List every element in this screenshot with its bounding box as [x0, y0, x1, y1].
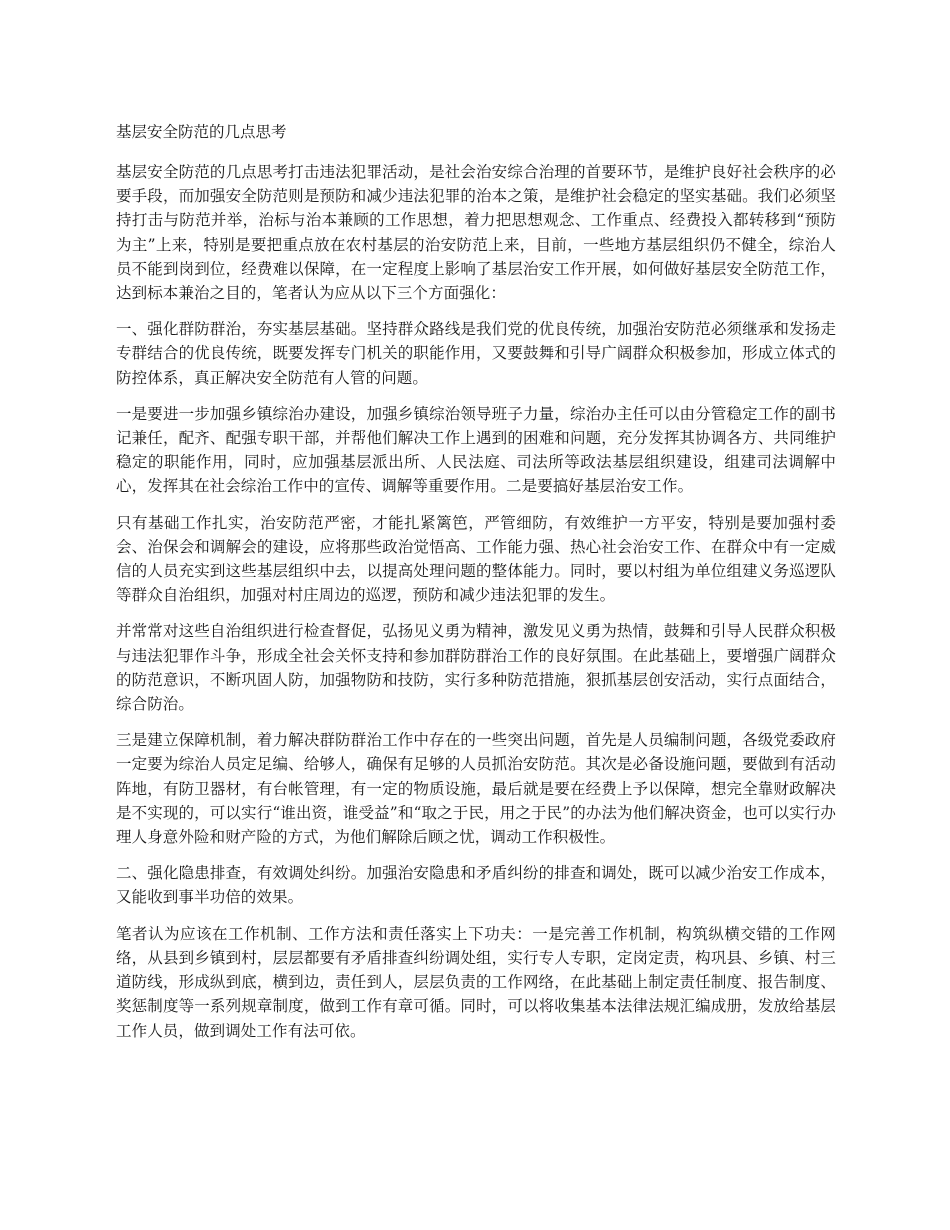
document-page: [116, 120, 836, 1055]
paragraph-section-1: 一、强化群防群治，夯实基层基础。坚持群众路线是我们党的优良传统，加强治安防范必须继承和发扬走专群结合的优良传统，既要发挥专门机关的职能作用，又要鼓舞和引导广阔群众积极参加，形成立体式的防控体系，真正解决安全防范有人管的问题。: [116, 320, 836, 387]
paragraph-point-3: 三是建立保障机制，着力解决群防群治工作中存在的一些突出问题，首先是人员编制问题，各级党委政府一定要为综治人员定足编、给够人，确保有足够的人员抓治安防范。其次是必备设施问题，要做到有活动阵地，有防卫器材，有台帐管理，有一定的物质设施，最后就是要在经费上予以保障，想完全靠财政解决是不实现的，可以实行“谁出资，谁受益”和“取之于民，用之于民”的办法为他们解决资金，也可以实行办理人身意外险和财产险的方式，为他们解除后顾之忧，调动工作积极性。: [116, 731, 836, 847]
paragraph-mechanism: 笔者认为应该在工作机制、工作方法和责任落实上下功夫：一是完善工作机制，构筑纵横交错的工作网络，从县到乡镇到村，层层都要有矛盾排查纠纷调处组，实行专人专职，定岗定责，构巩县、乡镇、村三道防线，形成纵到底，横到边，责任到人，层层负责的工作网络，在此基础上制定责任制度、报告制度、奖惩制度等一系列规章制度，做到工作有章可循。同时，可以将收集基本法律法规汇编成册，发放给基层工作人员，做到调处工作有法可依。: [116, 924, 836, 1040]
paragraph-intro: 基层安全防范的几点思考打击违法犯罪活动，是社会治安综合治理的首要环节，是维护良好社会秩序的必要手段，而加强安全防范则是预防和减少违法犯罪的治本之策，是维护社会稳定的坚实基础。我们必须坚持打击与防范并举，治标与治本兼顾的工作思想，着力把思想观念、工作重点、经费投入都转移到“预防为主”上来，特别是要把重点放在农村基层的治安防范上来，目前，一些地方基层组织仍不健全，综治人员不能到岗到位，经费难以保障，在一定程度上影响了基层治安工作开展，如何做好基层安全防范工作，达到标本兼治之目的，笔者认为应从以下三个方面强化：: [116, 163, 836, 303]
paragraph-foundation: 只有基础工作扎实，治安防范严密，才能扎紧篱笆，严管细防，有效维护一方平安，特别是要加强村委会、治保会和调解会的建设，应将那些政治觉悟高、工作能力强、热心社会治安工作、在群众中有一定威信的人员充实到这些基层组织中去，以提高处理问题的整体能力。同时，要以村组为单位组建义务巡逻队等群众自治组织，加强对村庄周边的巡逻，预防和减少违法犯罪的发生。: [116, 513, 836, 605]
document-title: 基层安全防范的几点思考: [116, 123, 287, 141]
paragraph-supervision: 并常常对这些自治组织进行检查督促，弘扬见义勇为精神，激发见义勇为热情，鼓舞和引导人民群众积极与违法犯罪作斗争，形成全社会关怀支持和参加群防群治工作的良好氛围。在此基础上，要增强广阔群众的防范意识，不断巩固人防，加强物防和技防，实行多种防范措施，狠抓基层创安活动，实行点面结合，综合防治。: [116, 622, 836, 714]
paragraph-section-2: 二、强化隐患排查，有效调处纠纷。加强治安隐患和矛盾纠纷的排查和调处，既可以减少治安工作成本，又能收到事半功倍的效果。: [116, 864, 836, 907]
paragraph-point-1: 一是要进一步加强乡镇综治办建设，加强乡镇综治领导班子力量，综治办主任可以由分管稳定工作的副书记兼任，配齐、配强专职干部，并帮他们解决工作上遇到的困难和问题，充分发挥其协调各方、共同维护稳定的职能作用，同时，应加强基层派出所、人民法庭、司法所等政法基层组织建设，组建司法调解中心，发挥其在社会综治工作中的宣传、调解等重要作用。二是要搞好基层治安工作。: [116, 404, 836, 496]
